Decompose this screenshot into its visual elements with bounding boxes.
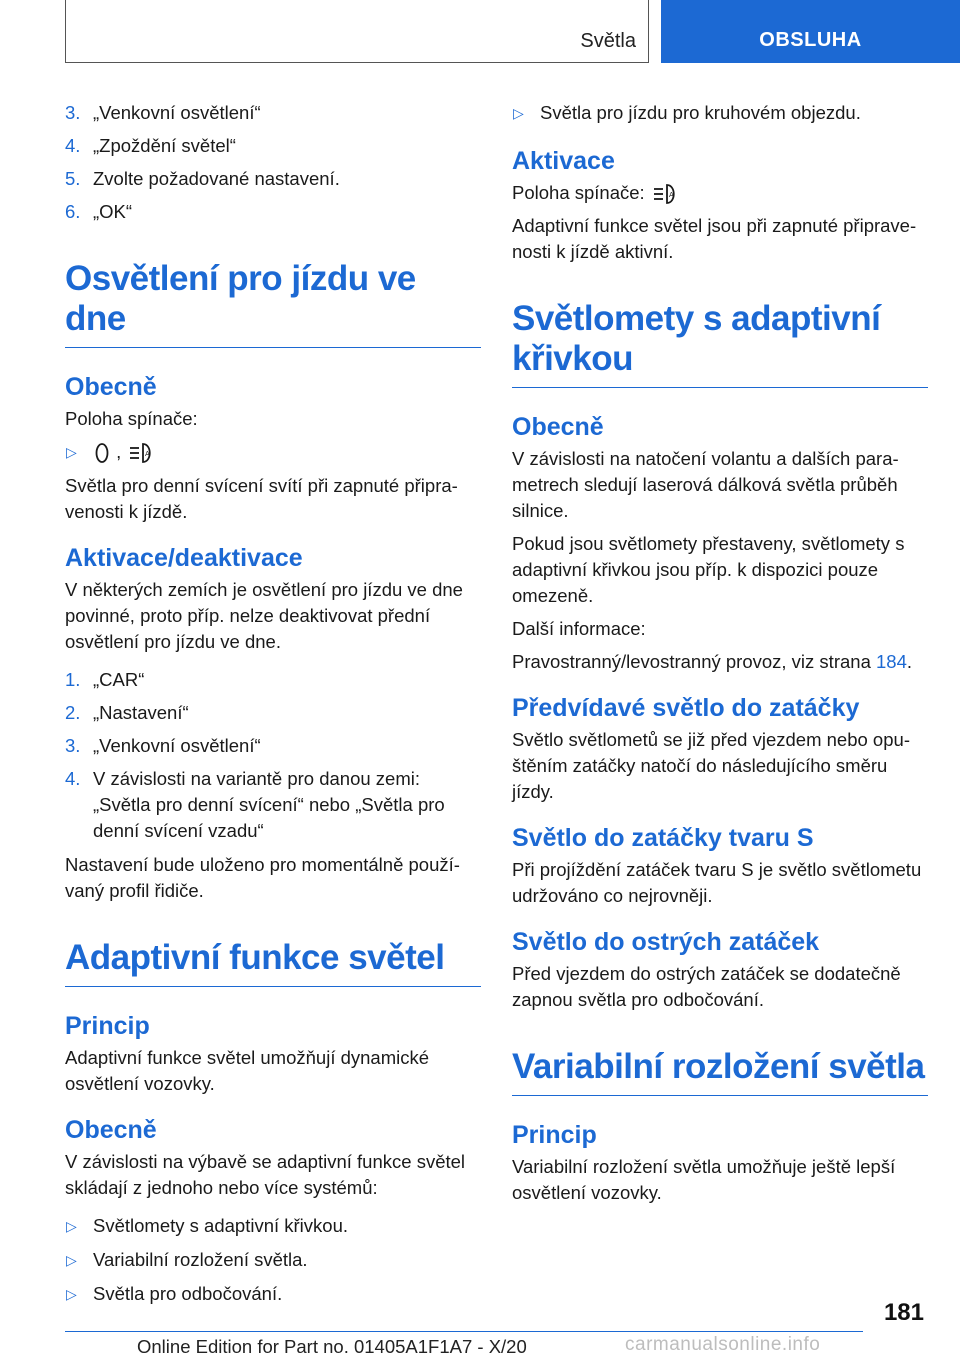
principle-description: Adaptivní funkce světel umožňují dynamické osvětlení vozovky. xyxy=(65,1047,430,1094)
list-item: 2. „Nastavení“ xyxy=(65,702,189,723)
general-description: V závislosti na výbavě se adaptivní funkce světel skládají z jednoho nebo více systémů: xyxy=(65,1151,466,1198)
list-item: 4. „Zpoždění světel“ xyxy=(65,135,236,156)
heading-activation: Aktivace xyxy=(512,147,615,175)
traffic-reference: Pravostranný/levostranný provoz, viz strana 184. xyxy=(512,651,913,672)
activation-description: V některých zemích je osvětlení pro jízdu ve dne povinné, proto příp. nelze deaktivovat přední osvětlení pro jízdu ve dne. xyxy=(65,579,463,652)
list-item: 3. „Venkovní osvětlení“ xyxy=(65,735,261,756)
sharp-curve-description: Před vjezdem do ostrých zatáček se dodatečně zapnou světla pro odbočování. xyxy=(512,963,901,1010)
switch-icons-row xyxy=(65,439,481,465)
heading-general-2: Obecně xyxy=(65,1116,157,1144)
heading-adaptive-curve-headlights: Světlomety s adaptivní křivkou xyxy=(512,299,928,388)
list-item: ▷ Variabilní rozložení světla. xyxy=(65,1247,481,1273)
switch-position-row xyxy=(512,180,928,206)
header-section-title: Světla xyxy=(580,30,636,52)
heading-principle: Princip xyxy=(65,1012,150,1040)
general-description-1: V závislosti na natočení volantu a dalších parametrech sledují laserová dálková světla průběh silnice. xyxy=(512,448,899,521)
switch-position-label: Poloha spínače: xyxy=(65,408,198,429)
heading-general: Obecně xyxy=(65,373,157,401)
switch-separator: , xyxy=(116,441,122,462)
list-item: ▷ Světlomety s adaptivní křivkou. xyxy=(65,1213,481,1239)
day-lights-description: Světla pro denní svícení svítí při zapnuté připravenosti k jízdě. xyxy=(65,475,458,522)
right-column xyxy=(512,100,928,1213)
bullet-triangle-icon: ▷ xyxy=(66,1218,77,1234)
systems-bullet-list xyxy=(65,1213,481,1307)
bullet-triangle-icon: ▷ xyxy=(66,1286,77,1302)
principle-description: Variabilní rozložení světla umožňuje ještě lepší osvětlení vozovky. xyxy=(512,1156,896,1203)
heading-activation-deactivation: Aktivace/deaktivace xyxy=(65,544,303,572)
header-chapter-box xyxy=(661,0,960,63)
auto-headlight-icon xyxy=(650,183,680,205)
heading-predictive-curve-light: Předvídavé světlo do zatáčky xyxy=(512,694,860,722)
list-item: 3. „Venkovní osvětlení“ xyxy=(65,102,261,123)
list-item: 5. Zvolte požadované nastavení. xyxy=(65,168,340,189)
list-item: ▷ Světla pro odbočování. xyxy=(65,1281,481,1307)
svg-text:A: A xyxy=(145,450,151,459)
heading-variable-light-distribution: Variabilní rozložení světla xyxy=(512,1047,928,1096)
s-curve-description: Při projíždění zatáček tvaru S je světlo světlometu udržováno co nejrovněji. xyxy=(512,859,922,906)
heading-general: Obecně xyxy=(512,413,604,441)
list-item: 1. „CAR“ xyxy=(65,669,145,690)
saved-profile-note: Nastavení bude uloženo pro momentálně používaný profil řidiče. xyxy=(65,854,460,901)
more-info-label: Další informace: xyxy=(512,618,646,639)
auto-headlight-icon xyxy=(126,442,156,464)
header-chapter-title: OBSLUHA xyxy=(759,29,862,51)
footer-edition: Online Edition for Part no. 01405A1F1A7 - X/20 xyxy=(137,1336,527,1357)
heading-s-curve-light: Světlo do zatáčky tvaru S xyxy=(512,824,814,852)
general-description-2: Pokud jsou světlomety přestaveny, světlomety s adaptivní křivkou jsou příp. k dispozici pouze omezeně. xyxy=(512,533,905,606)
footer-divider xyxy=(65,1331,863,1332)
bullet-triangle-icon: ▷ xyxy=(66,444,77,460)
svg-text:A: A xyxy=(668,191,674,200)
light-off-icon xyxy=(93,442,111,464)
activation-description: Adaptivní funkce světel jsou při zapnuté připravenosti k jízdě aktivní. xyxy=(512,215,917,262)
heading-adaptive-functions: Adaptivní funkce světel xyxy=(65,938,481,987)
header-section-box xyxy=(65,0,649,63)
bullet-triangle-icon: ▷ xyxy=(66,1252,77,1268)
list-item: ▷ Světla pro jízdu pro kruhovém objezdu. xyxy=(512,100,928,126)
heading-sharp-curve-light: Světlo do ostrých zatáček xyxy=(512,928,820,956)
steps-list-activation xyxy=(65,667,481,844)
watermark: carmanualsonline.info xyxy=(625,1334,821,1355)
list-item: 4. V závislosti na variantě pro danou zemi: „Světla pro denní svícení“ nebo „Světla pro denní svícení vzadu“ xyxy=(65,768,445,841)
heading-day-lights: Osvětlení pro jízdu ve dne xyxy=(65,259,481,348)
steps-list-top xyxy=(65,100,481,225)
page-reference-link[interactable]: 184 xyxy=(876,651,907,672)
switch-position-label: Poloha spínače: xyxy=(512,182,645,203)
page-number: 181 xyxy=(883,1299,924,1326)
list-item: 6. „OK“ xyxy=(65,201,133,222)
bullet-triangle-icon: ▷ xyxy=(513,105,524,121)
heading-principle: Princip xyxy=(512,1121,597,1149)
left-column xyxy=(65,100,481,1315)
predictive-description: Světlo světlometů se již před vjezdem nebo opuštěním zatáčky natočí do následujícího směru jízdy. xyxy=(512,729,910,802)
